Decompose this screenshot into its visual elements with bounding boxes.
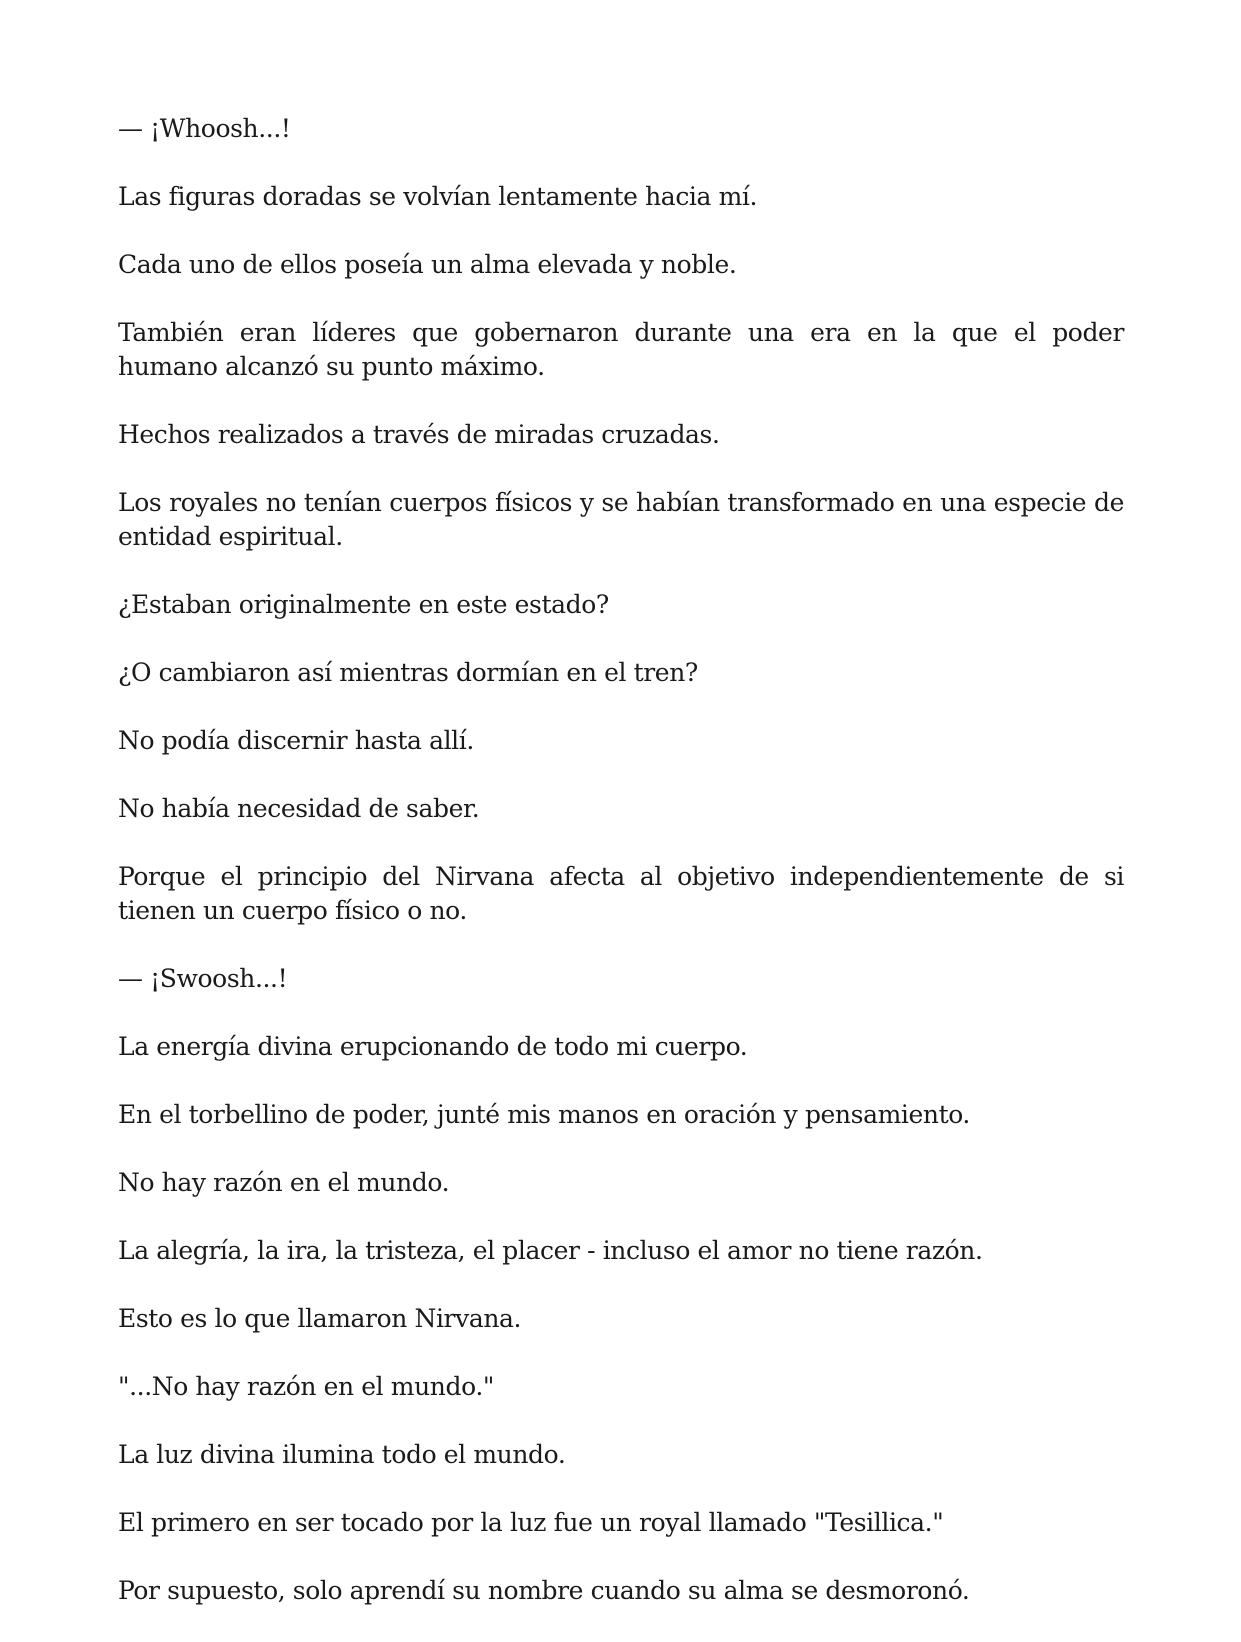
document-body (118, 112, 1124, 1642)
paragraph-18: "...No hay razón en el mundo." (118, 1372, 494, 1401)
paragraph-7: ¿Estaban originalmente en este estado? (118, 590, 609, 619)
paragraph-5: Hechos realizados a través de miradas cruzadas. (118, 420, 720, 449)
paragraph-14: En el torbellino de poder, junté mis manos en oración y pensamiento. (118, 1100, 970, 1129)
paragraph-1: — ¡Whoosh...! (118, 114, 291, 143)
paragraph-19: La luz divina ilumina todo el mundo. (118, 1440, 566, 1469)
paragraph-2: Las figuras doradas se volvían lentamente hacia mí. (118, 182, 758, 211)
paragraph-17: Esto es lo que llamaron Nirvana. (118, 1304, 522, 1333)
paragraph-15: No hay razón en el mundo. (118, 1168, 450, 1197)
paragraph-4: También eran líderes que gobernaron durante una era en la que el poder humano alcanzó su punto máximo. (118, 318, 1124, 381)
paragraph-16: La alegría, la ira, la tristeza, el placer - incluso el amor no tiene razón. (118, 1236, 983, 1265)
paragraph-11: Porque el principio del Nirvana afecta al objetivo independientemente de si tienen un cuerpo físico o no. (118, 862, 1124, 925)
paragraph-3: Cada uno de ellos poseía un alma elevada y noble. (118, 250, 737, 279)
paragraph-10: No había necesidad de saber. (118, 794, 480, 823)
paragraph-13: La energía divina erupcionando de todo mi cuerpo. (118, 1032, 748, 1061)
paragraph-20: El primero en ser tocado por la luz fue un royal llamado "Tesillica." (118, 1508, 944, 1537)
paragraph-21: Por supuesto, solo aprendí su nombre cuando su alma se desmoronó. (118, 1576, 970, 1605)
paragraph-12: — ¡Swoosh...! (118, 964, 288, 993)
paragraph-9: No podía discernir hasta allí. (118, 726, 474, 755)
paragraph-8: ¿O cambiaron así mientras dormían en el tren? (118, 658, 698, 687)
paragraph-6: Los royales no tenían cuerpos físicos y se habían transformado en una especie de entidad espiritual. (118, 488, 1124, 551)
